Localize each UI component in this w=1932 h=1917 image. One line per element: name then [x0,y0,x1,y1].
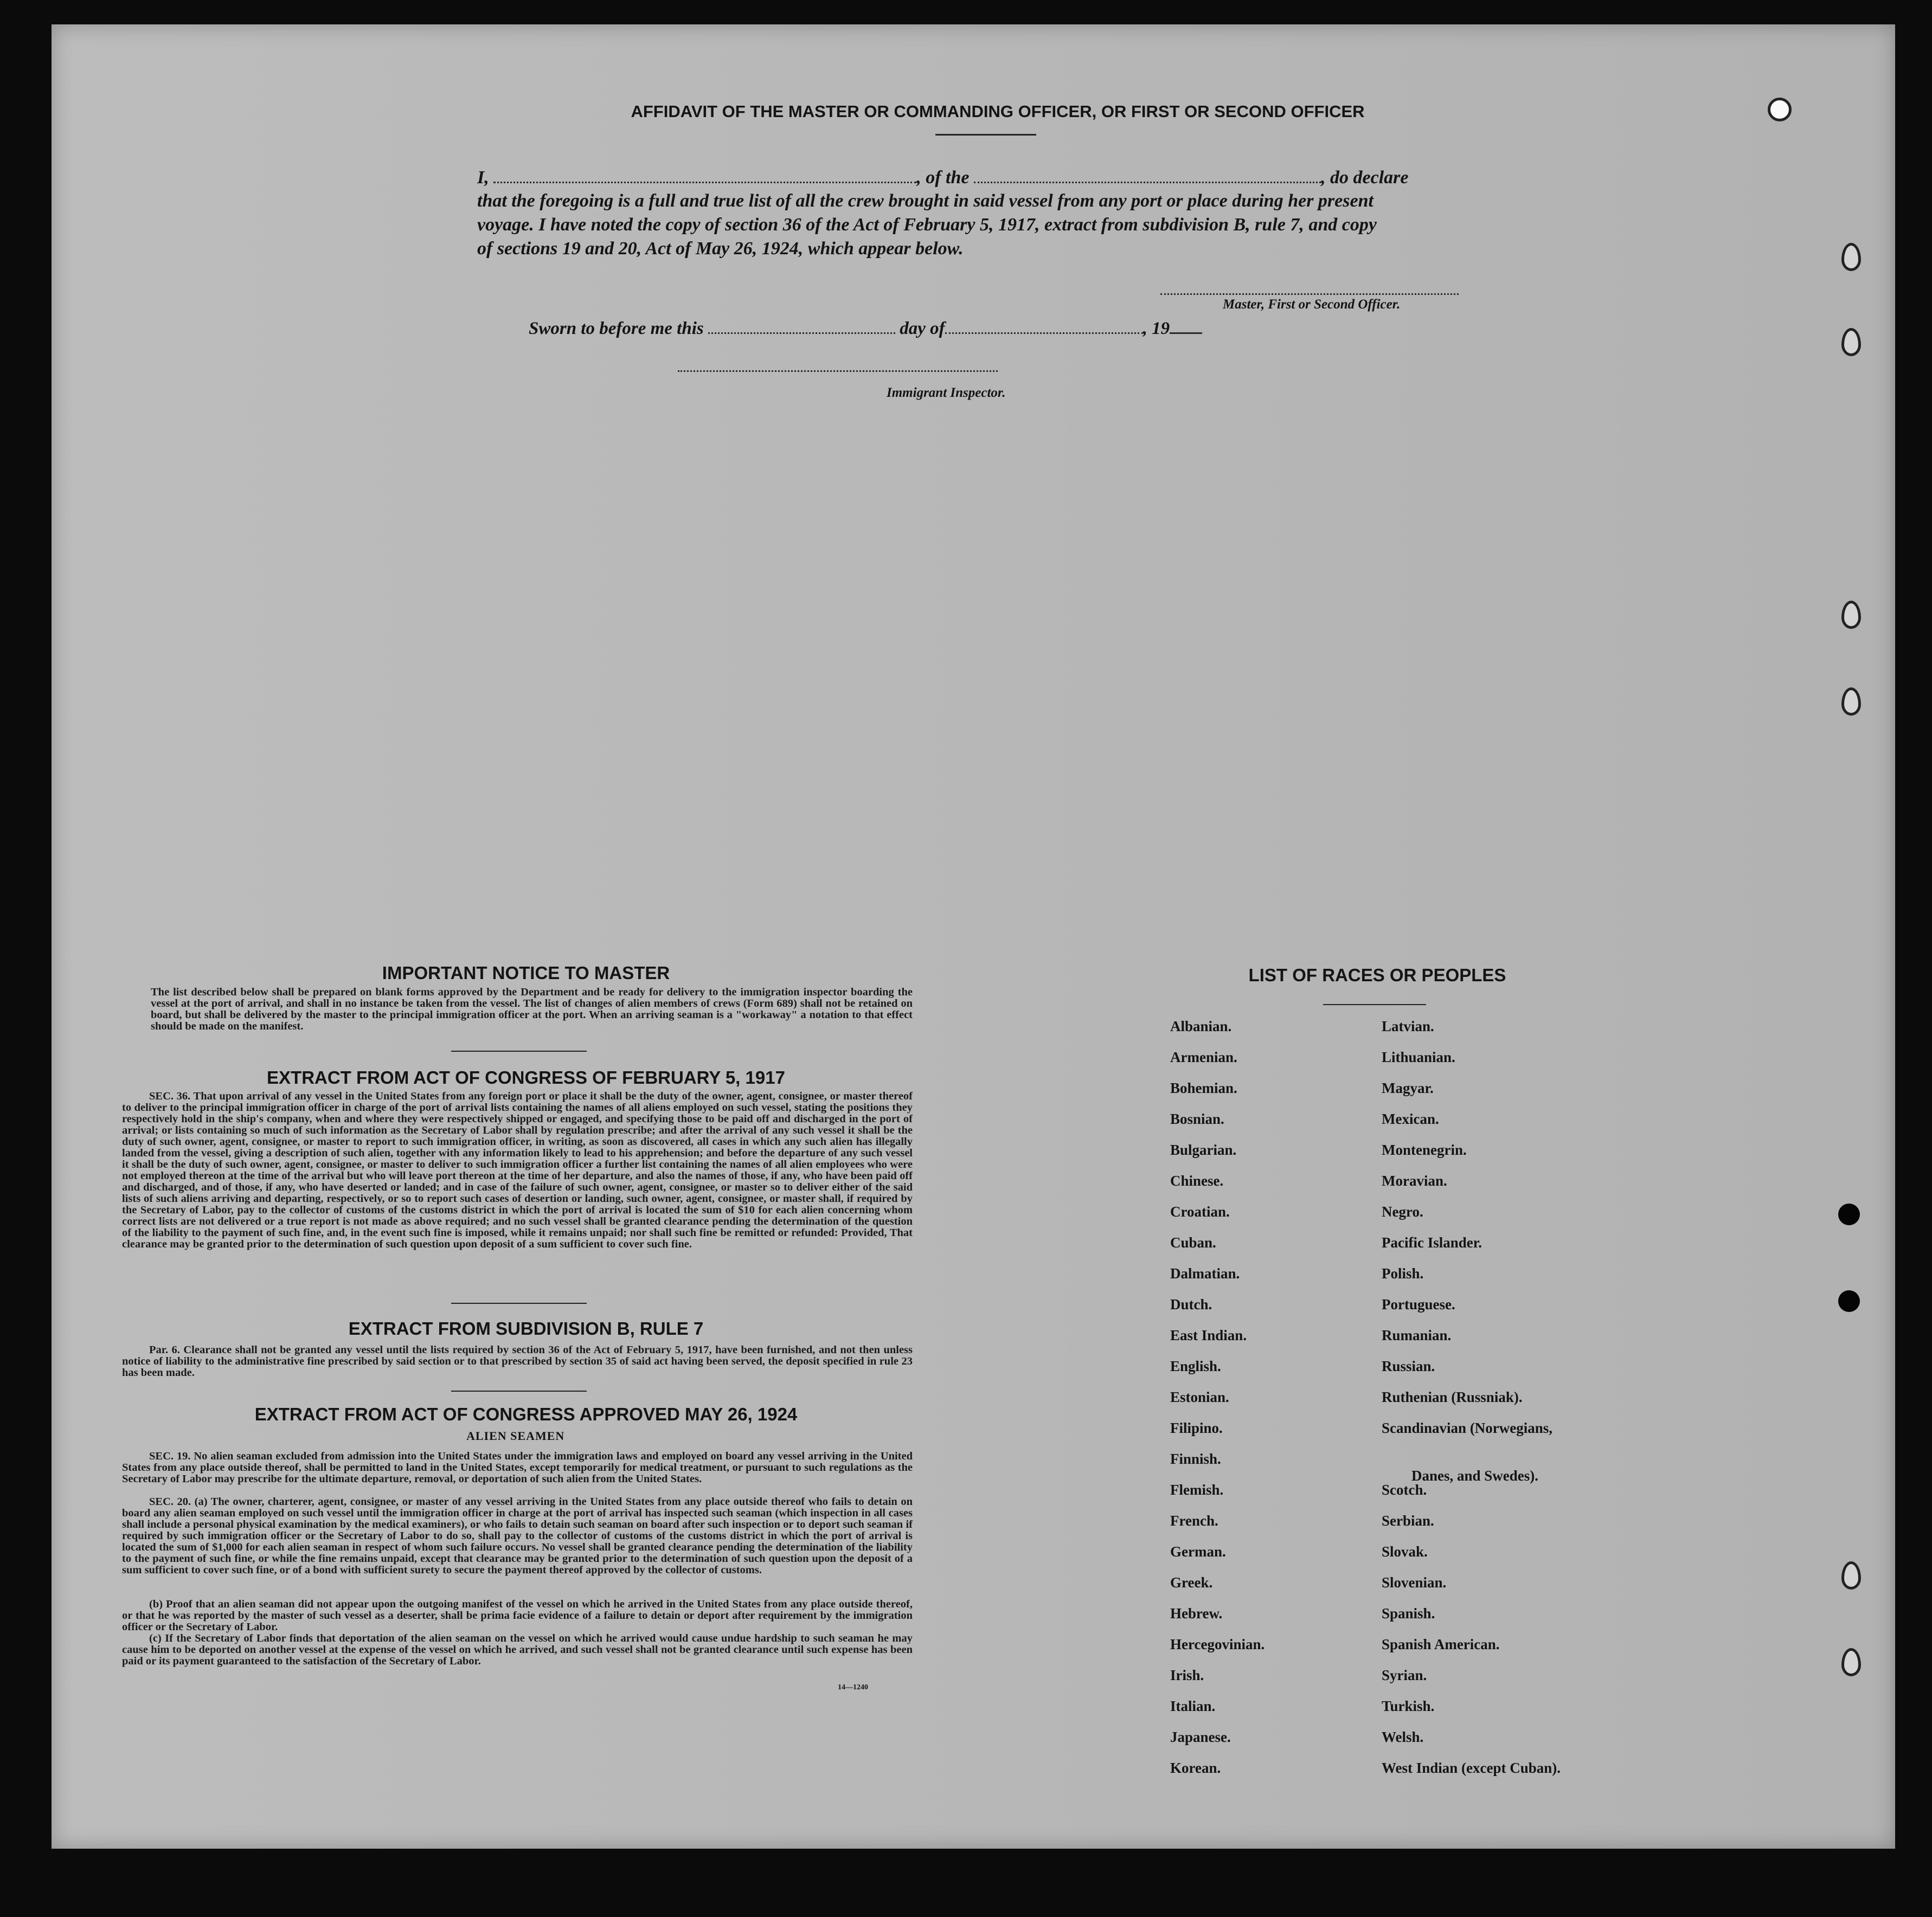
divider [451,1051,587,1052]
race-item: Albanian. [1170,1018,1232,1034]
signature-label: Master, First or Second Officer. [1223,297,1401,312]
affidavit-line-3: voyage. I have noted the copy of section 36 of the Act of February 5, 1917, extract from subdivision B, rule 7, and copy [477,215,1377,235]
race-item: Spanish. [1382,1605,1435,1622]
binder-hole [1838,1290,1860,1312]
race-item: Russian. [1382,1358,1435,1374]
race-item: Dalmatian. [1170,1265,1240,1282]
race-item: Montenegrin. [1382,1142,1467,1158]
binder-hole [1838,1204,1860,1225]
notice-title: IMPORTANT NOTICE TO MASTER [382,963,670,983]
race-item: Danes, and Swedes). [1411,1468,1539,1484]
race-item: Hercegovinian. [1170,1636,1265,1652]
inspector-label: Immigrant Inspector. [887,385,1006,400]
race-item: Rumanian. [1382,1327,1452,1343]
sworn-line [529,316,1202,339]
race-item: West Indian (except Cuban). [1382,1760,1561,1776]
sworn-label: Sworn to before me this [529,319,704,338]
race-item: Irish. [1170,1667,1204,1683]
race-item: Welsh. [1382,1729,1424,1745]
year-label: , 19 [1142,319,1170,338]
race-item: Croatian. [1170,1204,1230,1220]
affidavit-line-2: that the foregoing is a full and true list of all the crew brought in said vessel from any port or place during her present [477,191,1373,211]
sworn-day-field[interactable] [708,316,895,334]
affidavit-title: AFFIDAVIT OF THE MASTER OR COMMANDING OFFICER, OR FIRST OR SECOND OFFICER [631,102,1365,121]
alien-seamen-subtitle: ALIEN SEAMEN [466,1429,565,1443]
race-item: Syrian. [1382,1667,1427,1683]
sec20b-text: (b) Proof that an alien seaman did not appear upon the outgoing manifest of the vessel on which he arrived in the United States from any place outside thereof, or that he was reported by the master of such vessel as a deserter, shall be prima facie evidence of a failure to detain or deport after requirement by the immigration officer or the Secretary of Labor. [122,1598,913,1633]
extract-1917-title: EXTRACT FROM ACT OF CONGRESS OF FEBRUARY 5, 1917 [267,1067,785,1088]
day-of-label: day of [900,319,945,338]
race-item: Dutch. [1170,1296,1212,1313]
race-item: Japanese. [1170,1729,1231,1745]
race-item: Armenian. [1170,1049,1237,1065]
race-item: Flemish. [1170,1482,1224,1498]
race-item: Bulgarian. [1170,1142,1237,1158]
races-title: LIST OF RACES OR PEOPLES [1248,965,1506,985]
sec20c-text: (c) If the Secretary of Labor finds that deportation of the alien seaman on the vessel on which he arrived would cause undue hardship to such seaman he may cause him to be deported on another vessel at the expense of the vessel on which he arrived, and such vessel shall not be granted clearance until such expense has been paid or its payment guaranteed to the satisfaction of the Secretary of Labor. [122,1632,913,1667]
inspector-signature-line [678,370,998,372]
affidavit-body [477,165,1497,261]
affidavit-line-1 [477,165,1497,189]
race-item: Magyar. [1382,1080,1434,1096]
race-item: Finnish. [1170,1451,1221,1467]
sworn-year-field[interactable] [1170,316,1202,334]
notice-text: The list described below shall be prepared on blank forms approved by the Department and be ready for delivery to the immigration inspector boarding the vessel at the port of arrival, and shall in no instance be taken from the vessel. The list of changes of alien members of crews (Form 689) shall not be retained on board, but shall be delivered by the master to the principal immigration officer at the port. When an arriving seaman is a "workaway" a notation to that effect should be made on the manifest. [151,986,913,1032]
race-item: Scotch. [1382,1482,1427,1498]
race-item: Mexican. [1382,1111,1439,1127]
race-item: Moravian. [1382,1173,1447,1189]
race-item: Estonian. [1170,1389,1229,1405]
race-item: Ruthenian (Russniak). [1382,1389,1523,1405]
race-item: East Indian. [1170,1327,1247,1343]
race-item: English. [1170,1358,1221,1374]
extract-rule7-text: Par. 6. Clearance shall not be granted any vessel until the lists required by section 36 of the Act of February 5, 1917, have been furnished, and not then unless notice of liability to the administrative fine prescribed by said section or to that prescribed by section 35 of said act having been served, the deposit specified in rule 23 has been made. [122,1344,913,1379]
race-item: Chinese. [1170,1173,1224,1189]
race-item: Bosnian. [1170,1111,1224,1127]
race-item: Hebrew. [1170,1605,1223,1622]
sec20a-text: SEC. 20. (a) The owner, charterer, agent, consignee, or master of any vessel arriving in the United States from any place outside thereof who fails to detain on board any alien seaman employed on such vessel until the immigration officer in charge at the port of arrival has inspected such seaman (which inspection in all cases shall include a personal physical examination by the medical examiners), or who fails to detain such seaman on board after such inspection or to deport such seaman if required by such immigration officer or the Secretary of Labor to do so, shall pay to the collector of customs of the customs district in which the port of arrival is located the sum of $1,000 for each alien seaman in respect of whom such failure occurs. No vessel shall be granted clearance pending the determination of the liability to the payment of such fine, or while the fine remains unpaid, except that clearance may be granted prior to the determination of such question upon the deposit of a sum sufficient to cover such fine, or of a bond with sufficient surety to secure the payment thereof approved by the collector of customs. [122,1496,913,1576]
race-item: Pacific Islander. [1382,1234,1482,1251]
binder-hole [1768,98,1792,121]
affidavit-line-4: of sections 19 and 20, Act of May 26, 1924, which appear below. [477,239,964,259]
races-title-underline [1323,1004,1426,1005]
divider [451,1391,587,1392]
vessel-field[interactable] [974,165,1321,183]
race-item: Spanish American. [1382,1636,1500,1652]
race-item: Bohemian. [1170,1080,1237,1096]
race-item: Korean. [1170,1760,1221,1776]
affidavit-of-the: , of the [916,168,970,188]
race-item: Lithuanian. [1382,1049,1455,1065]
race-item: Italian. [1170,1698,1216,1714]
race-item: French. [1170,1513,1218,1529]
race-item: Serbian. [1382,1513,1434,1529]
race-item: Slovak. [1382,1543,1428,1560]
race-item: Cuban. [1170,1234,1216,1251]
sec19-text: SEC. 19. No alien seaman excluded from admission into the United States under the immigration laws and employed on board any vessel arriving in the United States from any place outside thereof, shall be permitted to land in the United States, except temporarily for medical treatment, or pursuant to such regulations as the Secretary of Labor may prescribe for the ultimate departure, removal, or deportation of such alien from the United States. [122,1450,913,1485]
signature-line [1160,293,1459,295]
race-item: Polish. [1382,1265,1424,1282]
affidavit-declare: , do declare [1321,168,1409,188]
divider [451,1303,587,1304]
race-item: Greek. [1170,1574,1213,1591]
extract-rule7-title: EXTRACT FROM SUBDIVISION B, RULE 7 [348,1318,704,1339]
sworn-month-field[interactable] [945,316,1143,334]
race-item: Portuguese. [1382,1296,1455,1313]
title-underline [935,134,1036,136]
race-item: German. [1170,1543,1226,1560]
race-item: Slovenian. [1382,1574,1447,1591]
extract-1924-title: EXTRACT FROM ACT OF CONGRESS APPROVED MAY 26, 1924 [254,1404,798,1424]
race-item: Scandinavian (Norwegians, [1382,1420,1553,1436]
race-item: Negro. [1382,1204,1423,1220]
extract-1917-text: SEC. 36. That upon arrival of any vessel in the United States from any foreign port or place it shall be the duty of the owner, agent, consignee, or master thereof to deliver to the principal immigration officer in charge of the port of arrival lists containing the names of all aliens employed on such vessel, stating the positions they respectively hold in the ship's company, when and where they were respectively shipped or engaged, and specifying those to be paid off and discharged in the port of arrival; or lists containing so much of such information as the Secretary of Labor shall by regulation prescribe; and after the arrival of any such vessel it shall be the duty of such owner, agent, consignee, or master to report to such immigration officer, in writing, as soon as discovered, all cases in which any such alien has illegally landed from the vessel, giving a description of such alien, together with any information likely to lead to his apprehension; and before the departure of any such vessel it shall be the duty of such owner, agent, consignee, or master to deliver to such immigration officer a further list containing the names of all alien employees who were not employed thereon at the time of the arrival but who will leave port thereon at the time of her departure, and also the names of those, if any, who have been paid off and discharged, and of those, if any, who have deserted or landed; and in case of the failure of such owner, agent, consignee, or master so to deliver either of the said lists of such aliens arriving and departing, respectively, or so to report such cases of desertion or landing, such owner, agent, consignee, or master shall, if required by the Secretary of Labor, pay to the collector of customs of the customs district in which the port of arrival is located the sum of $10 for each alien concerning whom correct lists are not delivered or a true report is not made as above required; and no such vessel shall be granted clearance pending the determination of the question of the liability to the payment of such fine, and, in the event such fine is imposed, while it remains unpaid; nor shall such fine be remitted or refunded: Provided, That clearance may be granted prior to the determination of such question upon deposit of a sum sufficient to cover such fine. [122,1090,913,1250]
affidavit-i: I, [477,168,489,188]
name-field[interactable] [493,165,916,183]
race-item: Turkish. [1382,1698,1435,1714]
race-item: Filipino. [1170,1420,1223,1436]
form-code: 14—1240 [838,1683,868,1691]
race-item: Latvian. [1382,1018,1434,1034]
